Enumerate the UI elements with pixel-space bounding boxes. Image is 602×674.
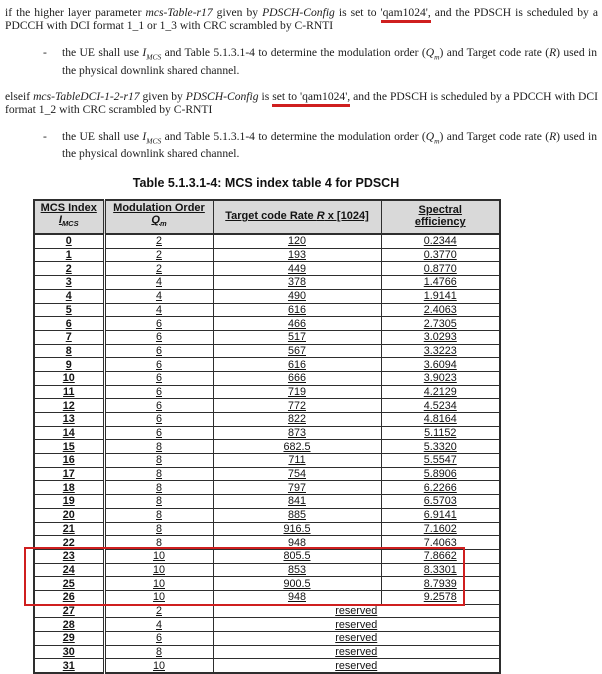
cell-modulation-order: 4 <box>104 618 213 632</box>
cell-target-code-rate: 567 <box>213 344 381 358</box>
cell-spectral-efficiency: 8.7939 <box>381 577 500 591</box>
cell-spectral-efficiency: 4.5234 <box>381 399 500 413</box>
cell-modulation-order: 6 <box>104 358 213 372</box>
cell-target-code-rate: 885 <box>213 508 381 522</box>
cell-spectral-efficiency: 7.4063 <box>381 536 500 550</box>
cell-modulation-order: 6 <box>104 344 213 358</box>
table-row <box>34 563 500 577</box>
header-target-code-rate: Target code Rate R x [1024] <box>213 200 381 234</box>
cell-spectral-efficiency: 8.3301 <box>381 563 500 577</box>
cell-modulation-order: 4 <box>104 289 213 303</box>
cell-spectral-efficiency: 6.9141 <box>381 508 500 522</box>
cell-mcs-index: 19 <box>34 495 104 509</box>
cell-mcs-index: 31 <box>34 659 104 673</box>
cell-modulation-order: 8 <box>104 522 213 536</box>
cell-target-code-rate: 193 <box>213 248 381 262</box>
table-row <box>34 454 500 468</box>
cell-target-code-rate: 822 <box>213 413 381 427</box>
table-row <box>34 426 500 440</box>
table-row <box>34 632 500 646</box>
cell-mcs-index: 14 <box>34 426 104 440</box>
cell-modulation-order: 6 <box>104 330 213 344</box>
cell-target-code-rate: 449 <box>213 262 381 276</box>
cell-modulation-order: 8 <box>104 481 213 495</box>
cell-spectral-efficiency: 2.7305 <box>381 317 500 331</box>
table-row <box>34 262 500 276</box>
cell-mcs-index: 8 <box>34 344 104 358</box>
cell-spectral-efficiency: 3.0293 <box>381 330 500 344</box>
cell-target-code-rate: 666 <box>213 371 381 385</box>
cell-mcs-index: 5 <box>34 303 104 317</box>
cell-spectral-efficiency: 3.3223 <box>381 344 500 358</box>
cell-target-code-rate: 754 <box>213 467 381 481</box>
cell-mcs-index: 27 <box>34 604 104 618</box>
cell-modulation-order: 10 <box>104 549 213 563</box>
table-row <box>34 399 500 413</box>
table-header-row <box>34 200 500 234</box>
cell-target-code-rate: 616 <box>213 303 381 317</box>
table-row <box>34 536 500 550</box>
table-row <box>34 659 500 673</box>
cell-target-code-rate: 873 <box>213 426 381 440</box>
cell-target-code-rate: 682.5 <box>213 440 381 454</box>
cell-mcs-index: 26 <box>34 590 104 604</box>
bullet-dash: - <box>43 45 47 59</box>
cell-mcs-index: 6 <box>34 317 104 331</box>
header-spectral-efficiency: Spectral efficiency <box>381 200 500 234</box>
cell-mcs-index: 11 <box>34 385 104 399</box>
cell-spectral-efficiency: 3.6094 <box>381 358 500 372</box>
cell-modulation-order: 6 <box>104 632 213 646</box>
cell-mcs-index: 24 <box>34 563 104 577</box>
cell-spectral-efficiency: 5.8906 <box>381 467 500 481</box>
cell-target-code-rate: 948 <box>213 536 381 550</box>
cell-mcs-index: 7 <box>34 330 104 344</box>
table-row <box>34 467 500 481</box>
cell-spectral-efficiency: 2.4063 <box>381 303 500 317</box>
table-row <box>34 358 500 372</box>
body-text <box>0 0 602 161</box>
cell-modulation-order: 2 <box>104 262 213 276</box>
cell-target-code-rate: 805.5 <box>213 549 381 563</box>
cell-mcs-index: 30 <box>34 645 104 659</box>
cell-reserved: reserved <box>213 645 500 659</box>
table-row <box>34 303 500 317</box>
table-row <box>34 234 500 248</box>
cell-mcs-index: 21 <box>34 522 104 536</box>
cell-modulation-order: 8 <box>104 467 213 481</box>
cell-modulation-order: 8 <box>104 536 213 550</box>
cell-mcs-index: 3 <box>34 276 104 290</box>
cell-mcs-index: 23 <box>34 549 104 563</box>
cell-spectral-efficiency: 6.5703 <box>381 495 500 509</box>
cell-modulation-order: 8 <box>104 440 213 454</box>
bullet-text-2: the UE shall use $I_{MCS}$ and Table 5.1.3.1-4 to determine the modulation order $(Q_m)$ and Target code rate (R) used in the physical downlink shared channel. <box>62 129 597 161</box>
table-row <box>34 289 500 303</box>
cell-target-code-rate: 616 <box>213 358 381 372</box>
table-row <box>34 618 500 632</box>
table-row <box>34 522 500 536</box>
table-row <box>34 248 500 262</box>
cell-mcs-index: 1 <box>34 248 104 262</box>
cell-modulation-order: 6 <box>104 385 213 399</box>
cell-modulation-order: 10 <box>104 659 213 673</box>
cell-modulation-order: 6 <box>104 399 213 413</box>
cell-modulation-order: 2 <box>104 248 213 262</box>
table-row <box>34 549 500 563</box>
cell-modulation-order: 6 <box>104 371 213 385</box>
cell-spectral-efficiency: 9.2578 <box>381 590 500 604</box>
cell-reserved: reserved <box>213 618 500 632</box>
table-row <box>34 317 500 331</box>
cell-modulation-order: 8 <box>104 508 213 522</box>
table-row <box>34 508 500 522</box>
bullet-item-2 <box>43 130 598 161</box>
table-row <box>34 645 500 659</box>
cell-modulation-order: 8 <box>104 454 213 468</box>
cell-mcs-index: 18 <box>34 481 104 495</box>
red-underline-annotation: set to 'qam1024', <box>272 90 350 107</box>
cell-mcs-index: 4 <box>34 289 104 303</box>
cell-spectral-efficiency: 4.8164 <box>381 413 500 427</box>
cell-target-code-rate: 772 <box>213 399 381 413</box>
cell-mcs-index: 22 <box>34 536 104 550</box>
cell-modulation-order: 8 <box>104 645 213 659</box>
cell-spectral-efficiency: 1.4766 <box>381 276 500 290</box>
table-row <box>34 495 500 509</box>
cell-mcs-index: 28 <box>34 618 104 632</box>
cell-modulation-order: 10 <box>104 577 213 591</box>
cell-spectral-efficiency: 0.8770 <box>381 262 500 276</box>
table-row <box>34 604 500 618</box>
mcs-table <box>33 199 501 674</box>
cell-spectral-efficiency: 5.3320 <box>381 440 500 454</box>
cell-spectral-efficiency: 7.8662 <box>381 549 500 563</box>
table-row <box>34 371 500 385</box>
table-row <box>34 413 500 427</box>
cell-spectral-efficiency: 1.9141 <box>381 289 500 303</box>
header-mcs-index: MCS Index $I_{MCS}$ <box>34 200 104 234</box>
cell-mcs-index: 12 <box>34 399 104 413</box>
cell-target-code-rate: 466 <box>213 317 381 331</box>
cell-mcs-index: 17 <box>34 467 104 481</box>
cell-mcs-index: 15 <box>34 440 104 454</box>
table-row <box>34 330 500 344</box>
table-row <box>34 440 500 454</box>
cell-mcs-index: 13 <box>34 413 104 427</box>
bullet-dash: - <box>43 129 47 143</box>
cell-modulation-order: 4 <box>104 276 213 290</box>
cell-modulation-order: 6 <box>104 317 213 331</box>
cell-spectral-efficiency: 3.9023 <box>381 371 500 385</box>
cell-reserved: reserved <box>213 632 500 646</box>
cell-spectral-efficiency: 6.2266 <box>381 481 500 495</box>
cell-target-code-rate: 797 <box>213 481 381 495</box>
cell-modulation-order: 10 <box>104 563 213 577</box>
cell-target-code-rate: 711 <box>213 454 381 468</box>
paragraph-if-mcs-table-r17: if the higher layer parameter mcs-Table-r17 given by PDSCH-Config is set to 'qam1024', and the PDSCH is scheduled by a PDCCH with DCI format 1_1 or 1_3 with CRC scrambled by C-RNTI <box>5 6 598 33</box>
table-title: Table 5.1.3.1-4: MCS index table 4 for PDSCH <box>132 175 400 190</box>
cell-target-code-rate: 916.5 <box>213 522 381 536</box>
header-modulation-order: Modulation Order $Q_m$ <box>104 200 213 234</box>
cell-reserved: reserved <box>213 659 500 673</box>
bullet-text-1: the UE shall use $I_{MCS}$ and Table 5.1.3.1-4 to determine the modulation order $(Q_m)$ and Target code rate (R) used in the physical downlink shared channel. <box>62 45 597 77</box>
cell-spectral-efficiency: 7.1602 <box>381 522 500 536</box>
cell-modulation-order: 8 <box>104 495 213 509</box>
cell-mcs-index: 2 <box>34 262 104 276</box>
table-row <box>34 276 500 290</box>
cell-modulation-order: 10 <box>104 590 213 604</box>
cell-modulation-order: 4 <box>104 303 213 317</box>
cell-spectral-efficiency: 5.5547 <box>381 454 500 468</box>
cell-mcs-index: 25 <box>34 577 104 591</box>
cell-modulation-order: 6 <box>104 413 213 427</box>
cell-spectral-efficiency: 5.1152 <box>381 426 500 440</box>
cell-reserved: reserved <box>213 604 500 618</box>
bullet-item-1 <box>43 46 598 77</box>
paragraph-elseif-mcs-tabledci: elseif mcs-TableDCI-1-2-r17 given by PDSCH-Config is set to 'qam1024', and the PDSCH is scheduled by a PDCCH with DCI format 1_2 with CRC scrambled by C-RNTI <box>5 89 599 117</box>
cell-target-code-rate: 841 <box>213 495 381 509</box>
cell-target-code-rate: 719 <box>213 385 381 399</box>
cell-modulation-order: 2 <box>104 234 213 248</box>
cell-spectral-efficiency: 4.2129 <box>381 385 500 399</box>
cell-mcs-index: 10 <box>34 371 104 385</box>
cell-modulation-order: 2 <box>104 604 213 618</box>
cell-target-code-rate: 120 <box>213 234 381 248</box>
table-row <box>34 344 500 358</box>
cell-spectral-efficiency: 0.3770 <box>381 248 500 262</box>
cell-spectral-efficiency: 0.2344 <box>381 234 500 248</box>
red-underline-annotation: 'qam1024', <box>381 6 431 23</box>
cell-mcs-index: 29 <box>34 632 104 646</box>
cell-modulation-order: 6 <box>104 426 213 440</box>
cell-mcs-index: 16 <box>34 454 104 468</box>
table-row <box>34 577 500 591</box>
cell-mcs-index: 9 <box>34 358 104 372</box>
cell-mcs-index: 0 <box>34 234 104 248</box>
cell-mcs-index: 20 <box>34 508 104 522</box>
table-row <box>34 590 500 604</box>
cell-target-code-rate: 900.5 <box>213 577 381 591</box>
cell-target-code-rate: 948 <box>213 590 381 604</box>
cell-target-code-rate: 378 <box>213 276 381 290</box>
cell-target-code-rate: 853 <box>213 563 381 577</box>
cell-target-code-rate: 490 <box>213 289 381 303</box>
cell-target-code-rate: 517 <box>213 330 381 344</box>
table-row <box>34 481 500 495</box>
table-row <box>34 385 500 399</box>
